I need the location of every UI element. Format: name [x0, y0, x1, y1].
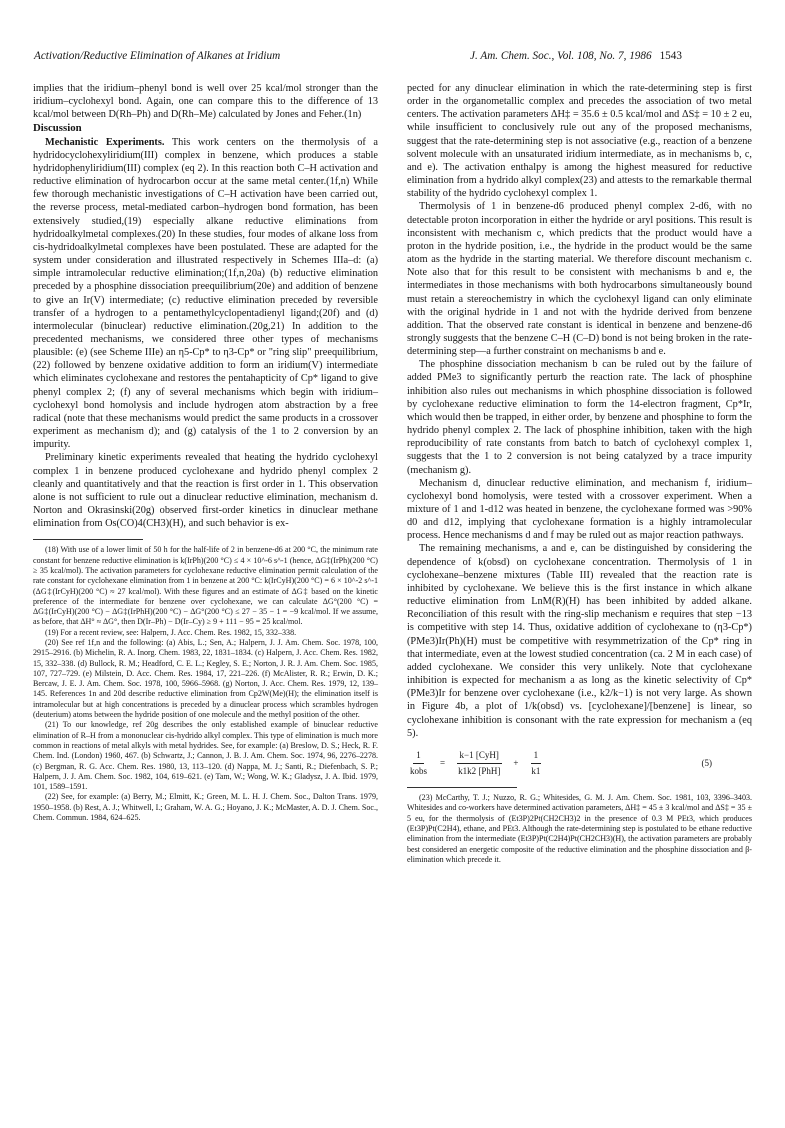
footnote: (18) With use of a lower limit of 50 h for the half-life of 2 in benzene-d6 at 200 °C, the minimum rate constant for benzene reductive elimination is k(IrPh)(200 °C) ≤ 4 × 10^-6 s^-1 (hence, ΔG‡(IrPh)(200 °C) ≥ 35 kcal/mol). The activation parameters for cyclohexane reductive elimination permit calculation of the rate constant for cyclohexane elimination from 1 in benzene at 200 °C: k(IrCyH)(200 °C) = 6 × 10^-2 s^-1 (ΔG‡(IrCyH)(200 °C) ≈ 27 kcal/mol). With these figures and an estimate of ΔG‡ based on the kinetic preference of the intermediate for benzene over cyclohexane, we can calculate ΔG°(200 °C) = ΔG‡(IrCyH)(200 °C) − ΔG‡(IrPhH)(200 °C) − ΔG°(200 °C) ≤ 27 − 35 − 1 = −9 kcal/mol. If we assume, as before, that ΔH° ≈ ΔG°, then D(Ir–Ph) − D(Ir–Cy) ≥ 9 + 111 − 95 = 25 kcal/mol.: [33, 545, 378, 627]
paragraph-text: This work centers on the thermolysis of a hydridocyclohexyliridium(III) complex in benzene, which produces a stable hydridophenyliridium(III) complex (eq 2). In this reaction both C–H activation and reductive elimination of hydrocarbon occur at the same metal center.(1f,n) While few thorough mechanistic investigations of C–H activation have been carried out, the reverse process, metal-mediated carbon–hydrogen bond formation, has been extensively studied,(19) especially alkane reductive eliminations from hydridoalkylmetal complexes.(20) In these studies, four modes of alkane loss from cis-hydridoalkylmetal complexes have been postulated. These are adapted for the system under consideration and illustrated respectively in Schemes IIIa–d: (a) simple intramolecular reductive elimination;(1f,n,20a) (b) reductive elimination preceded by a phosphine dissociation preequilibrium(20e) and addition of benzene to give an Ir(V) intermediate; (c) reductive elimination preceded by reversible transfer of a hydrogen to a pentamethylcyclopentadienyl ligand;(20f) and (d) intermolecular (binuclear) reductive elimination.(20g,21) In addition to the precedented mechanisms, we considered three other types of mechanisms plausible: (e) (see Scheme IIIe) an η5-Cp* to η3-Cp* or "ring slip" preequilibrium,(22) followed by benzene oxidative addition to form an iridium(V) intermediate which eliminates cyclohexane and restores the pentahapticity of Cp* ligand to give phenyl complex 2; (f) any of several mechanisms which begin with iridium–cyclohexyl bond homolysis and include hydrogen atom abstraction by a free radical (note that these mechanisms would predict the same products in a crossover experiment as mechanism d); and (g) catalysis of the 1 to 2 conversion by an impurity.: [33, 136, 378, 451]
fraction-denominator: kobs: [410, 765, 428, 776]
footnote: (19) For a recent review, see: Halpern, J. Acc. Chem. Res. 1982, 15, 332–338.: [45, 627, 297, 637]
footnote: (22) See, for example: (a) Berry, M.; Elmitt, K.; Green, M. L. H. J. Chem. Soc., Dalton Trans. 1979, 1950–1958. (b) Rest, A. J.; Whitwell, I.; Graham, W. A. G.; Hoyano, J. K.; McMaster, A. D. J. Chem. Soc., Chem. Commun. 1984, 624–625.: [33, 792, 378, 823]
paragraph: Mechanism d, dinuclear reductive elimination, and mechanism f, iridium–cyclohexyl bond homolysis, were tested with a crossover experiment. When a mixture of 1 and 1-d12 was heated in benzene, the cyclohexane formed was >90% d0 and d12, implying that cyclohexane formation is a highly intramolecular process. Hence mechanisms d and f may be ruled out as major reaction pathways.: [407, 477, 752, 542]
paragraph: implies that the iridium–phenyl bond is well over 25 kcal/mol stronger than the iridium–cyclohexyl bond. Again, one can compare this to the difference of 13 kcal/mol between D(Rh–Ph) and D(Rh–Me) calculated by Jones and Feher.(1n): [33, 83, 378, 121]
equation-number: (5): [701, 757, 712, 768]
fraction-numerator: 1: [531, 749, 542, 764]
footnote-divider: [33, 539, 143, 540]
paragraph: The phosphine dissociation mechanism b can be ruled out by the failure of added PMe3 to significantly perturb the reaction rate. The lack of phosphine inhibition also rules out mechanisms in which phosphine dissociation is followed by cyclohexane reductive elimination to form the 14-electron fragment, Cp*Ir, which would then be trapped, in either order, by benzene and phosphine to form the hydrido phenyl complex 2. The lack of phosphine inhibition, taken with the high reproducibility of rate constants from batch to batch of cyclohexyl complex 1, suggests that the 1 to 2 conversion is not being catalyzed by a trace impurity (mechanism g).: [407, 359, 753, 476]
section-heading: Discussion: [33, 122, 82, 135]
fraction-denominator: k1: [531, 765, 541, 776]
paragraph: [33, 136, 378, 452]
page-number: 1543: [659, 50, 682, 62]
fraction-denominator: k1k2 [PhH]: [458, 765, 501, 776]
fraction-numerator: 1: [413, 749, 424, 764]
running-title: Activation/Reductive Elimination of Alkanes at Iridium: [34, 50, 281, 62]
plus-sign: +: [513, 757, 519, 768]
equation-5: [407, 749, 752, 778]
run-in-heading: Mechanistic Experiments.: [45, 136, 165, 148]
journal-name: J. Am. Chem. Soc., Vol. 108, No. 7, 1986: [470, 50, 652, 62]
paragraph: The remaining mechanisms, a and e, can be distinguished by considering the dependence of k(obsd) on cyclohexane concentration. Thermolysis of 1 in cyclohexane–benzene mixtures (Table III) revealed that the reaction rate is inhibited by cyclohexane. We believe this is the first instance in which alkane reductive elimination from LnM(R)(H) has been inhibited by added alkane. Reconciliation of this result with the ring-slip mechanism e requires that step −13 is competitive with step 14. Thus, oxidative addition of cyclohexane to (η3-Cp*)(PMe3)Ir(Ph)(H) must be competitive with resymmetrization of the Cp* ring in that intermediate, even at the lowest studied concentration (ca. 2 M in each case) of added cyclohexane. We consider this very unlikely. Note that cyclohexane inhibition is expected for mechanism a as long as the kinetic selectivity of Cp*(PMe3)Ir for benzene over cyclohexane (i.e., k2/k−1) is not very large. As shown in Figure 4b, a plot of 1/k(obsd) vs. [cyclohexane]/[benzene] is linear, so cyclohexane inhibition is consonant with the rate expression for mechanism a (eq 5).: [407, 543, 752, 739]
footnote: (23) McCarthy, T. J.; Nuzzo, R. G.; Whitesides, G. M. J. Am. Chem. Soc. 1981, 103, 3396–3403. Whitesides and co-workers have determined activation parameters, ΔH‡ = 45 ± 3 kcal/mol and ΔS‡ = 35 ± 5 eu, for the thermolysis of (Et3P)2Pt(CH2CH3)2 in the presence of 0.3 M PEt3, which produces (Et3P)Pt(C2H4), ethane, and PEt3. Although the rate-determining step is postulated to be ethane reductive elimination from the intermediate (Et3P)Pt(C2H4)Pt(CH2CH3)(H), the activation parameters are probably best considered an energetic composite of the reductive elimination and the phosphine dissociation and β-elimination which precede it.: [407, 793, 752, 864]
paragraph: Thermolysis of 1 in benzene-d6 produced phenyl complex 2-d6, with no detectable proton incorporation in either the hydride or aryl positions. This result is inconsistent with mechanism c, which predicts that the product would have a proton in the hydride position, i.e., the hydride in the product would be the same atom as the hydride in the starting material. We therefore discount mechanism c. Note also that for this result to be consistent with mechanisms b and e, the intermediates in those mechanisms with both hydrocarbons simultaneously bound must retain a stereochemistry in which the cyclohexyl ligand can only eliminate with the original hydride in 1 and not with the hydride derived from benzene addition. That the observed rate constant is identical in benzene and benzene-d6 strongly suggests that the benzene C–H (C–D) bond is not being broken in the rate-determining step—a further constraint on mechanisms b and e.: [407, 201, 752, 358]
right-column: [407, 82, 752, 865]
journal-citation: [470, 50, 682, 62]
fraction-numerator: k−1 [CyH]: [457, 749, 502, 764]
footnote: (20) See ref 1f,n and the following: (a) Abis, L.; Sen, A.; Halpern, J. J. Am. Chem. Soc. 1978, 100, 2915–2916. (b) Michelin, R. A. Inorg. Chem. 1983, 22, 1831–1834. (c) Halpern, J. Acc. Chem. Res. 1982, 15, 332–338. (d) Bullock, R. M.; Headford, C. E. L.; Kegley, S. E.; Norton, J. R. J. Am. Chem. Soc. 1985, 107, 727–729. (e) Milstein, D. Acc. Chem. Res. 1984, 17, 221–226. (f) McAlister, R. R.; Erwin, D. K.; Bercaw, J. E. J. Am. Chem. Soc. 1978, 100, 5966–5968. (g) Norton, J. Acc. Chem. Res. 1979, 12, 139–145. References 1n and 20d describe reductive elimination from Cp2W(Me)(H); the elimination itself is intramolecular but at high concentrations is preceded by a dinuclear process which scrambles hydrogen (deuterium) atoms between the hydride position of one molecule and the methyl position of the other.: [33, 637, 378, 720]
footnote-divider: [407, 787, 517, 788]
paragraph: Preliminary kinetic experiments revealed that heating the hydrido cyclohexyl complex 1 in benzene produced cyclohexane and hydrido phenyl complex 2 cleanly and quantitatively and that the reaction is first order in 1. This observation alone is not sufficient to rule out a dinuclear reductive elimination, mechanism d. Norton and Okrasinski(20g) observed first-order kinetics in dinuclear methane elimination from Os(CO)4(CH3)(H), and such behavior is ex-: [33, 452, 378, 530]
left-column: [33, 82, 378, 823]
equation-lhs: [407, 749, 430, 778]
paragraph: pected for any dinuclear elimination in which the rate-determining step is first order in the organometallic complex and precedes the association of two metal centers. The activation parameters ΔH‡ = 35.6 ± 0.5 kcal/mol and ΔS‡ = 10 ± 2 eu, while insufficient to conclusively rule out any of the proposed mechanisms, suggest that the rate-determining step is not associative (e.g., reaction of a benzene solvent molecule with an unsaturated iridium intermediate, as in mechanisms b, c, and e). The activation enthalpy is among the highest measured for reductive elimination from a hydrido alkyl complex(23) and attests to the remarkable thermal stability of the hydrido cyclohexyl complex 1.: [407, 83, 752, 200]
equals-sign: =: [440, 757, 446, 768]
footnote: (21) To our knowledge, ref 20g describes the only established example of binuclear reductive elimination of R–H from a mononuclear cis-hydrido alkyl complex. This type of elimination is much more common in reactions of metal alkyls with metal hydrides. See, for example: (a) Breslow, D. S.; Heck, R. F. Chem. Ind. (London) 1960, 467. (b) Schwartz, J.; Cannon, J. B. J. Am. Chem. Soc. 1974, 96, 2276–2278. (c) Bergman, R. G. Acc. Chem. Res. 1980, 13, 113–120. (d) Nappa, M. J.; Santi, R.; Diefenbach, S. P.; Halpern, J. J. Am. Chem. Soc. 1982, 104, 619–621. (e) Tam, W.; Wong, W. K.; Gladysz, J. A. Ibid. 1979, 101, 1589–1591.: [33, 720, 378, 792]
equation-term-2: [528, 749, 543, 778]
equation-term-1: [455, 749, 503, 778]
